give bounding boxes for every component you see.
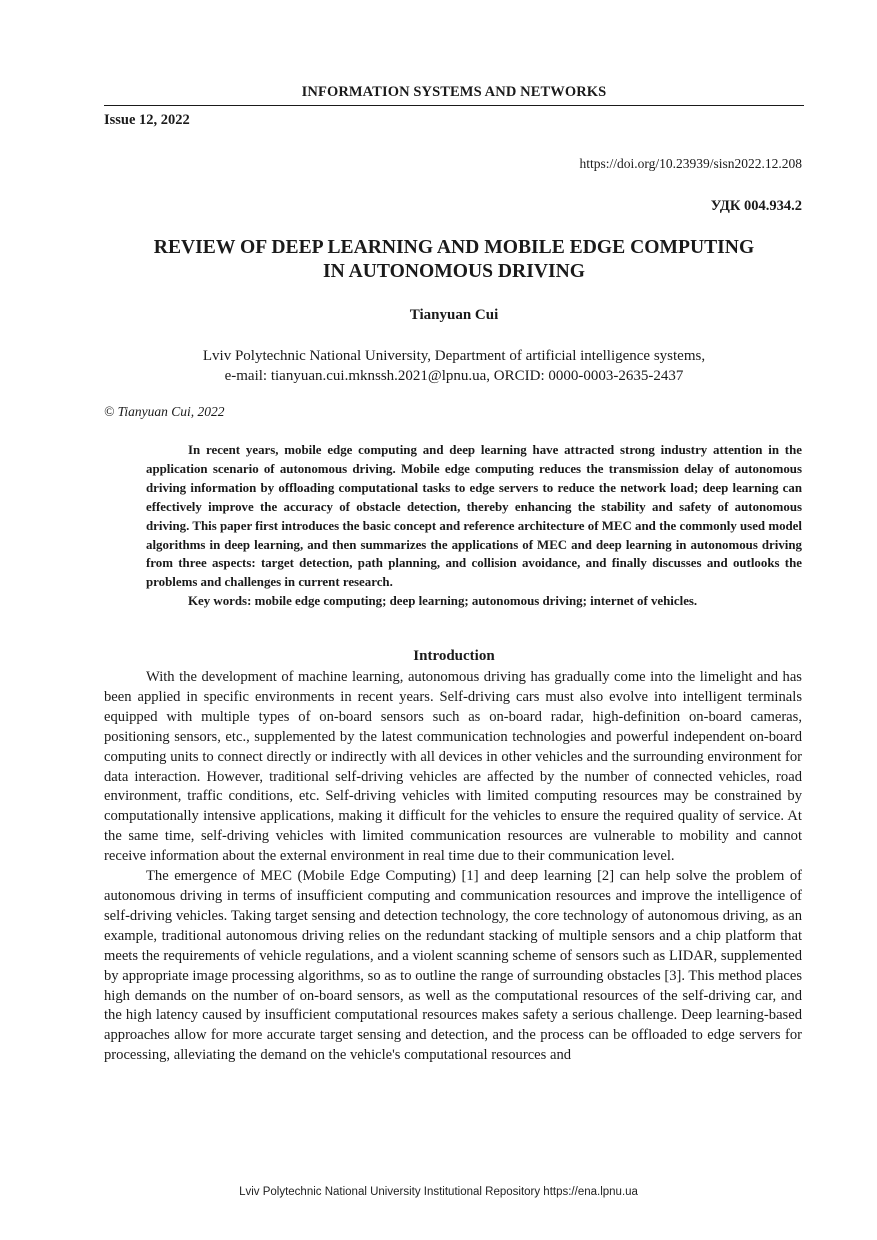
header-divider xyxy=(104,105,804,106)
article-title-line-2: IN AUTONOMOUS DRIVING xyxy=(322,261,585,282)
repository-footer: Lviv Polytechnic National University Institutional Repository https://ena.lpnu.ua xyxy=(239,1186,638,1198)
affiliation-line-1: Lviv Polytechnic National University, Department of artificial intelligence systems, xyxy=(202,348,706,364)
article-title xyxy=(104,236,804,284)
doi-link[interactable]: https://doi.org/10.23939/sisn2022.12.208 xyxy=(579,156,802,171)
section-heading-introduction: Introduction xyxy=(413,648,495,664)
body-paragraph: With the development of machine learning, autonomous driving has gradually come into the limelight and has been applied in specific environments in recent years. Self-driving cars must also evolve into intelligent terminals equipped with multiple types of on-board sensors such as on-board radar, high-definition on-board cameras, positioning sensors, etc., supplemented by the latest communication technologies and powerful independent on-board computing units to connect directly or indirectly with all devices in other vehicles and the surrounding environment for data interaction. However, traditional self-driving vehicles are affected by the number of connected vehicles, road environment, traffic conditions, etc. Self-driving vehicles with limited computing resources may be constrained by computationally intensive applications, making it difficult for the vehicles to ensure the required quality of service. At the same time, self-driving vehicles with limited communication resources are vulnerable to mobility and cannot receive information about the external environment in real time due to their communication level. xyxy=(104,669,802,865)
keywords: Key words: mobile edge computing; deep learning; autonomous driving; internet of vehicles. xyxy=(188,594,698,609)
affiliation-line-2: e-mail: tianyuan.cui.mknssh.2021@lpnu.ua, ORCID: 0000-0003-2635-2437 xyxy=(224,368,684,384)
issue-number: Issue 12, 2022 xyxy=(104,112,190,128)
journal-name: INFORMATION SYSTEMS AND NETWORKS xyxy=(301,84,607,100)
abstract-text: In recent years, mobile edge computing and deep learning have attracted strong industry attention in the application scenario of autonomous driving. Mobile edge computing reduces the transmission delay of autonomous driving information by offloading computational tasks to edge servers to reduce the network load; deep learning can effectively improve the accuracy of obstacle detection, thereby enhancing the stability and safety of autonomous driving. This paper first introduces the basic concept and reference architecture of MEC and the commonly used model algorithms in deep learning, and then summarizes the applications of MEC and deep learning in autonomous driving from three aspects: target detection, path planning, and collision avoidance, and finally discusses and outlooks the problems and challenges in current research. xyxy=(146,443,802,590)
introduction-body xyxy=(104,668,802,1066)
author-affiliation xyxy=(104,346,804,386)
abstract xyxy=(146,441,802,611)
body-paragraph: The emergence of MEC (Mobile Edge Computing) [1] and deep learning [2] can help solve the problem of autonomous driving in terms of insufficient computing and communication resources and improve the intelligence of self-driving vehicles. Taking target sensing and detection technology, the core technology of autonomous driving, as an example, traditional autonomous driving relies on the redundant stacking of multiple sensors and a chip platform that meets the requirements of vehicle regulations, and a violent scanning scheme of sensors such as LIDAR, supplemented by appropriate image processing algorithms, so as to outline the range of surrounding obstacles [3]. This method places high demands on the number of on-board sensors, as well as the computational resources of the self-driving car, and the high latency caused by insufficient computational resources makes safety a serious challenge. Deep learning-based approaches allow for more accurate target sensing and detection, and the process can be offloaded to edge servers for processing, alleviating the demand on the vehicle's computational resources and xyxy=(104,868,802,1064)
copyright-notice: © Tianyuan Cui, 2022 xyxy=(104,404,225,419)
author-name: Tianyuan Cui xyxy=(409,307,499,323)
udc-code: УДК 004.934.2 xyxy=(710,198,802,214)
article-title-line-1: REVIEW OF DEEP LEARNING AND MOBILE EDGE COMPUTING xyxy=(153,237,755,258)
